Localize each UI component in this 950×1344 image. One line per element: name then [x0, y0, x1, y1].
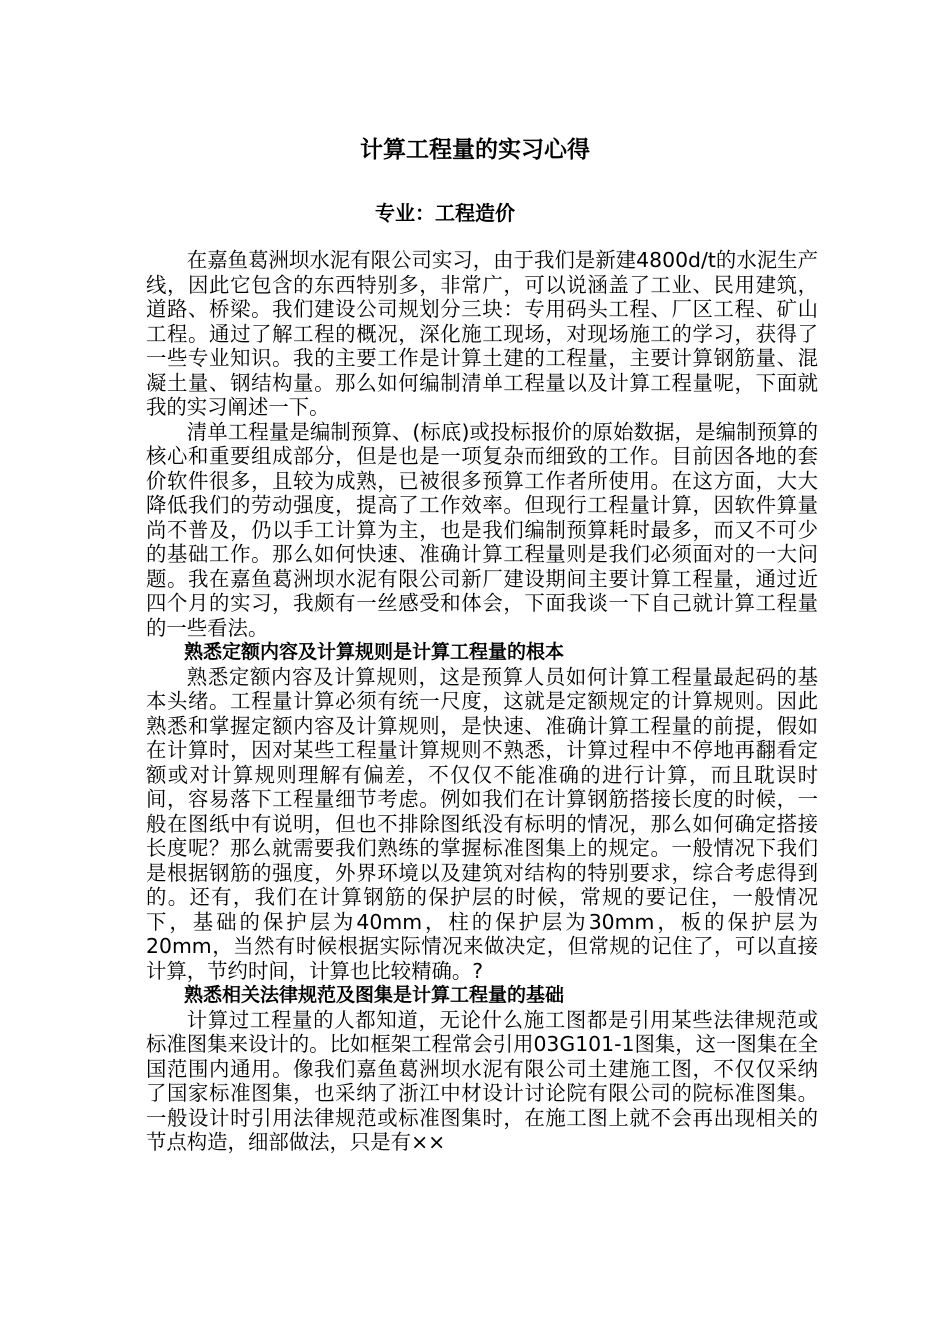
document-subtitle: 专业：工程造价 [375, 201, 515, 225]
section-heading-quota-rules: 熟悉定额内容及计算规则是计算工程量的根本 [184, 641, 565, 663]
document-body [146, 248, 818, 1155]
paragraph-bill-quantities: 清单工程量是编制预算、(标底)或投标报价的原始数据，是编制预算的核心和重要组成部分，但是也是一项复杂而细致的工作。目前因各地的套价软件很多，且较为成熟，已被很多预算工作者所使用。在这方面，大大降低我们的劳动强度，提高了工作效率。但现行工程量计算，因软件算量尚不普及，仍以手工计算为主，也是我们编制预算耗时最多，而又不可少的基础工作。那么如何快速、准确计算工程量则是我们必须面对的一大问题。我在嘉鱼葛洲坝水泥有限公司新厂建设期间主要计算工程量，通过近四个月的实习，我颇有一丝感受和体会，下面我谈一下自己就计算工程量的一些看法。 [146, 419, 818, 640]
paragraph-standards-atlas: 计算过工程量的人都知道，无论什么施工图都是引用某些法律规范或标准图集来设计的。比如框架工程常会引用03G101-1图集，这一图集在全国范围内通用。像我们嘉鱼葛洲坝水泥有限公司土建施工图，不仅仅采纳了国家标准图集，也采纳了浙江中材设计讨论院有限公司的院标准图集。一般设计时引用法律规范或标准图集时，在施工图上就不会再出现相关的节点构造，细部做法，只是有×× [146, 1007, 818, 1154]
section-heading-standards-atlas: 熟悉相关法律规范及图集是计算工程量的基础 [184, 984, 565, 1006]
paragraph-intro: 在嘉鱼葛洲坝水泥有限公司实习，由于我们是新建4800d/t的水泥生产线，因此它包含的东西特别多，非常广，可以说涵盖了工业、民用建筑，道路、桥梁。我们建设公司规划分三块：专用码头工程、厂区工程、矿山工程。通过了解工程的概况，深化施工现场，对现场施工的学习，获得了一些专业知识。我的主要工作是计算土建的工程量，主要计算钢筋量、混凝土量、钢结构量。那么如何编制清单工程量以及计算工程量呢，下面就我的实习阐述一下。 [146, 248, 818, 419]
document-title: 计算工程量的实习心得 [360, 137, 590, 163]
paragraph-quota-rules: 熟悉定额内容及计算规则，这是预算人员如何计算工程量最起码的基本头绪。工程量计算必须有统一尺度，这就是定额规定的计算规则。因此熟悉和掌握定额内容及计算规则，是快速、准确计算工程量的前提，假如在计算时，因对某些工程量计算规则不熟悉，计算过程中不停地再翻看定额或对计算规则理解有偏差，不仅仅不能准确的进行计算，而且耽误时间，容易落下工程量细节考虑。例如我们在计算钢筋搭接长度的时候，一般在图纸中有说明，但也不排除图纸没有标明的情况，那么如何确定搭接长度呢？那么就需要我们熟练的掌握标准图集上的规定。一般情况下我们是根据钢筋的强度，外界环境以及建筑对结构的特别要求，综合考虑得到的。还有，我们在计算钢筋的保护层的时候，常规的要记住，一般情况下，基础的保护层为40mm，柱的保护层为30mm，板的保护层为20mm，当然有时候根据实际情况来做决定，但常规的记住了，可以直接计算，节约时间，计算也比较精确。? [146, 664, 818, 983]
